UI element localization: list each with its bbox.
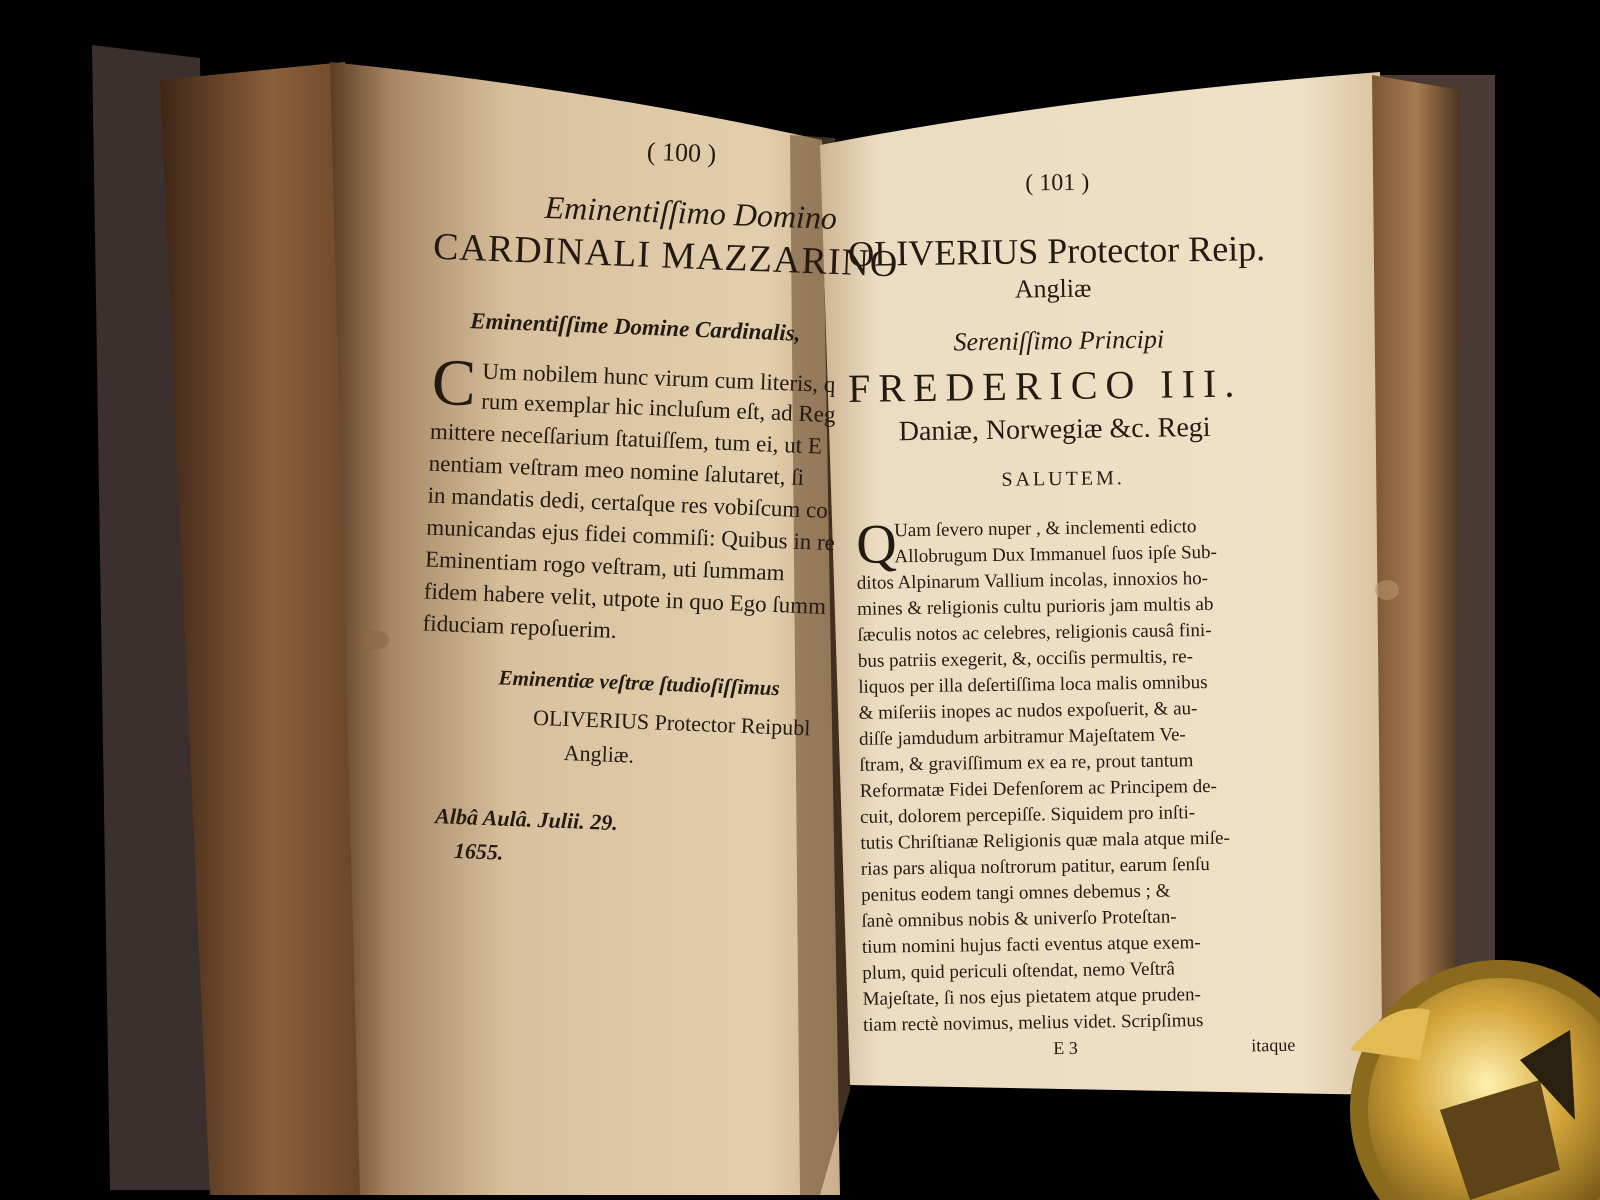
body-line: tutis Chriſtianæ Religionis quæ mala atque miſe-	[860, 827, 1230, 854]
body-line: & miſeriis inopes ac nudos expoſuerit, & au-	[858, 698, 1198, 724]
body-line: ſtram, & graviſſimum ex ea re, prout tantum	[859, 750, 1194, 776]
page-number-left: ( 100 )	[646, 136, 717, 169]
body-line: ſanè omnibus nobis & univerſo Proteſtan-	[861, 906, 1177, 932]
body-line: cuit, dolorem percepiſſe. Siquidem pro inſti-	[859, 802, 1196, 828]
dropcap-left: C	[430, 345, 478, 421]
body-line: tium nomini hujus facti eventus atque exem-	[861, 932, 1201, 958]
page-number-right: ( 101 )	[1025, 169, 1090, 197]
date-year: 1655.	[453, 837, 504, 865]
salutation: Eminentiſſime Domine Cardinalis,	[469, 308, 801, 346]
body-line: Eminentiam rogo veſtram, uti ſummam	[424, 546, 785, 586]
dedication-name: CARDINALI MAZZARINO	[432, 225, 900, 286]
body-line: in mandatis dedi, certaſque res vobiſcum co	[427, 482, 829, 523]
body-line: ditos Alpinarum Vallium incolas, innoxios ho-	[856, 567, 1209, 594]
body-line: ſæculis notos ac celebres, religionis causâ fini-	[857, 619, 1212, 646]
body-line: Allobrugum Dux Immanuel ſuos ipſe Sub-	[894, 541, 1218, 568]
addressee-title: Daniæ, Norwegiæ &c. Regi	[898, 411, 1211, 448]
right-page	[845, 158, 1338, 1065]
body-line: municandas ejus fidei commiſi: Quibus in re	[425, 514, 836, 556]
body-line: liquos per illa deſertiſſima loca malis omnibus	[858, 671, 1208, 698]
body-line: nentiam veſtram meo nomine ſalutaret, ſi	[428, 450, 805, 490]
letter-title: OLIVERIUS Protector Reip.	[847, 228, 1266, 274]
closing-phrase: Eminentiæ veſtræ ſtudioſiſſimus	[498, 665, 781, 701]
left-page	[389, 120, 900, 956]
body-line: diſſe jamdudum arbitramur Majeſtatem Ve-	[858, 724, 1186, 750]
dedication-heading: Eminentiſſimo Domino	[544, 188, 838, 237]
body-line: mines & religionis cultu purioris jam multis ab	[857, 593, 1214, 620]
body-line: bus patriis exegerit, &, occiſis permultis, re-	[857, 646, 1194, 672]
greeting: SALUTEM.	[1001, 467, 1126, 491]
date-line: Albâ Aulâ. Julii. 29.	[434, 803, 619, 836]
addressee-name: FREDERICO III.	[847, 360, 1243, 411]
body-line: penitus eodem tangi omnes debemus ; &	[861, 880, 1171, 906]
body-line: plum, quid periculi oſtendat, nemo Veſtrâ	[862, 958, 1175, 984]
body-line: Um nobilem hunc virum cum literis, q	[481, 358, 836, 398]
body-line: fidem habere velit, utpote in quo Ego ſumm	[423, 578, 827, 619]
body-line: tiam rectè novimus, melius videt. Scripſimus	[862, 1010, 1204, 1036]
body-line: Majeſtate, ſi nos ejus pietatem atque pruden-	[862, 984, 1201, 1010]
catchword: itaque	[1251, 1034, 1296, 1056]
dropcap-right: Q	[855, 513, 898, 576]
body-line: Reformatæ Fidei Defenſorem ac Principem de-	[859, 775, 1218, 802]
address-line: Sereniſſimo Principi	[953, 324, 1165, 357]
body-line: Uam ſevero nuper , & inclementi edicto	[893, 516, 1197, 542]
signature-mark: E 3	[1053, 1037, 1078, 1059]
body-line: fiduciam repoſuerim.	[422, 610, 618, 643]
body-line: mittere neceſſarium ſtatuiſſem, tum ei, ut E	[429, 418, 823, 459]
body-line: rias pars aliqua noſtrorum patitur, earum ſenſu	[860, 853, 1211, 880]
letter-title-country: Angliæ	[1014, 273, 1092, 304]
body-line: rum exemplar hic incluſum eſt, ad Reg	[480, 388, 836, 428]
closing-country: Angliæ.	[563, 739, 635, 768]
closing-signature: OLIVERIUS Protector Reipubl	[532, 704, 811, 741]
